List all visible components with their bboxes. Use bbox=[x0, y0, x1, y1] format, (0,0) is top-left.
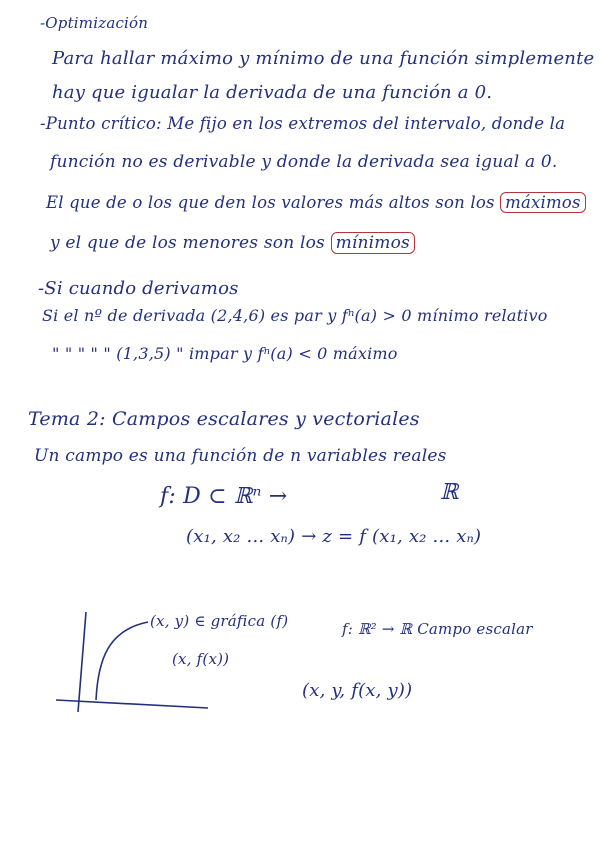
text-line: " " " " " (1,3,5) " impar y fⁿ(a) < 0 máximo bbox=[52, 344, 398, 363]
graph-annotation: (x, y) ∈ gráfica (f) bbox=[150, 612, 289, 630]
text-fragment: y el que de los menores son los bbox=[50, 233, 325, 253]
formula-line: (x, y, f(x, y)) bbox=[302, 680, 413, 701]
heading-optimizacion: -Optimización bbox=[40, 14, 149, 32]
text-line: función no es derivable y donde la derivada sea igual a 0. bbox=[50, 152, 558, 172]
text-line: Para hallar máximo y mínimo de una función simplemente bbox=[52, 48, 595, 69]
text-line: Un campo es una función de n variables reales bbox=[34, 446, 447, 466]
text-line: hay que igualar la derivada de una función a 0. bbox=[52, 82, 493, 103]
text-fragment: El que de o los que den los valores más altos son los bbox=[46, 193, 495, 212]
text-line: Si el nº de derivada (2,4,6) es par y fⁿ(a) > 0 mínimo relativo bbox=[42, 306, 548, 325]
formula-fragment: f: D ⊂ ℝⁿ → bbox=[160, 484, 288, 509]
section-title: Tema 2: Campos escalares y vectoriales bbox=[28, 408, 420, 430]
text-line: -Punto crítico: Me fijo en los extremos del intervalo, donde la bbox=[40, 114, 566, 133]
graph-annotation: (x, f(x)) bbox=[172, 650, 230, 668]
formula-line: f: ℝ² → ℝ Campo escalar bbox=[342, 620, 533, 638]
formula-codomain: ℝ bbox=[440, 480, 459, 505]
y-axis-stroke bbox=[78, 612, 86, 712]
boxed-word-maximos: máximos bbox=[500, 192, 586, 213]
formula-line: (x₁, x₂ ... xₙ) → z = f (x₁, x₂ ... xₙ) bbox=[186, 526, 482, 547]
boxed-word-minimos: mínimos bbox=[331, 232, 415, 254]
curve-stroke bbox=[96, 622, 148, 700]
text-line: -Si cuando derivamos bbox=[38, 278, 239, 299]
